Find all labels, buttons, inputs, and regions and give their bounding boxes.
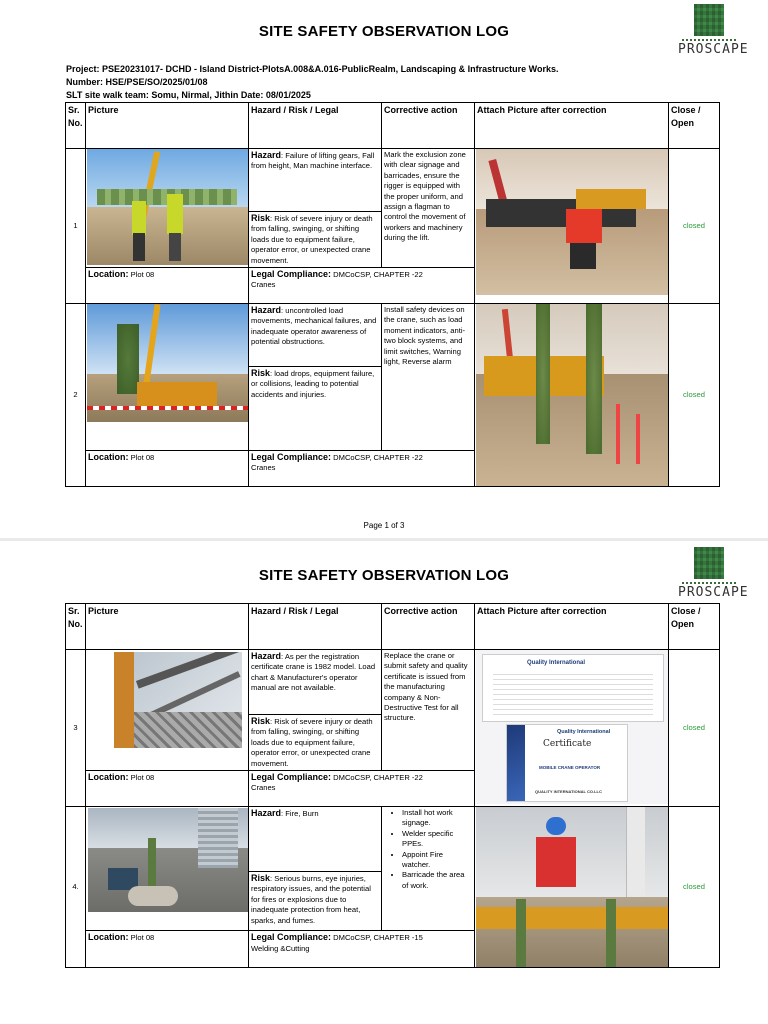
list-item: • Appoint Fire watcher.	[402, 850, 472, 871]
status-badge: closed	[669, 149, 720, 304]
certificate-document-2	[506, 724, 628, 802]
picture-cell	[86, 650, 249, 771]
legal-value: DMCoCSP, CHAPTER -22	[333, 270, 423, 280]
legal-topic: Cranes	[251, 463, 276, 473]
after-correction-photo	[476, 304, 668, 486]
corrective-action: Mark the exclusion zone with clear signage and barricades, ensure the rigger is equipped with the proper uniform, and assign a flagman to control the movement of workers and machinery during the lift.	[382, 149, 475, 268]
location-value: Plot 08	[130, 933, 155, 943]
location-cell: Location: Plot 08	[86, 450, 249, 486]
col-sr: Sr. No.	[66, 103, 86, 149]
row-sr: 1	[66, 149, 86, 304]
observation-table-1	[65, 102, 720, 487]
after-photo-cell	[475, 149, 669, 304]
row-sr: 3	[66, 650, 86, 807]
after-correction-photo	[476, 807, 668, 967]
hazard-risk-cell: Hazard: As per the registration certificate crane is 1982 model. Load chart & Manufacturer's operator manual are not available. Risk: Risk of severe injury or death from falling, swinging, or shifting loads due to equipment failure, operator error, or unexpected crane movement.	[249, 650, 382, 771]
location-value: Plot 08	[130, 773, 155, 783]
legal-value: DMCoCSP, CHAPTER -15	[333, 933, 423, 943]
observation-photo	[114, 652, 242, 748]
list-item: • Install hot work signage.	[402, 808, 472, 829]
table-row	[66, 304, 720, 451]
observation-photo	[87, 304, 248, 422]
cert-brand-1: Quality International	[527, 660, 586, 666]
location-cell: Location: Plot 08	[86, 931, 249, 968]
corrective-action: Replace the crane or submit safety and quality certificate is issued from the manufacturing company & Non-Destructive Test for all structure.	[382, 650, 475, 771]
hazard-text: As per the registration certificate crane is 1982 model. Load chart & Manufacturer's operator manual are not available.	[251, 652, 376, 693]
page-number: Page 1 of 3	[363, 521, 405, 530]
risk-text: load drops, equipment failure, or collisions, leading to potential accidents and injuries.	[251, 369, 375, 399]
location-value: Plot 08	[130, 270, 155, 280]
team-line: SLT site walk team: Somu, Nirmal, Jithin Date: 08/01/2025	[66, 90, 311, 100]
picture-cell	[86, 807, 249, 931]
col-picture: Picture	[86, 103, 249, 149]
col-hazard: Hazard / Risk / Legal	[249, 103, 382, 149]
table-header	[66, 604, 720, 650]
legal-cell: Legal Compliance: DMCoCSP, CHAPTER -22 Cranes	[249, 771, 475, 807]
hazard-risk-cell: Hazard: uncontrolled load movements, mechanical failures, and inadequate operator awareness of potential obstructions. Risk: load drops, equipment failure, or collisions, leading to potential accidents and injuries.	[249, 304, 382, 451]
cert-brand-2: Quality International	[557, 729, 611, 735]
observation-photo	[87, 149, 248, 265]
table-row	[66, 807, 720, 931]
project-line: Project: PSE20231017- DCHD - Island District-PlotsA.008&A.016-PublicRealm, Landscaping & Infrastructure Works.	[66, 64, 559, 74]
legal-value: DMCoCSP, CHAPTER -22	[333, 452, 423, 462]
risk-text: Risk of severe injury or death from falling, swinging, or shifting loads due to equipment failure, operator error, or unexpected crane movement.	[251, 214, 373, 265]
risk-text: Serious burns, eye injuries, respiratory issues, and the potential for fires or explosions due to inadequate protection from heat, sparks, and fumes.	[251, 874, 371, 925]
after-photo-cell	[475, 807, 669, 968]
after-photo-cell	[475, 304, 669, 487]
col-status: Close / Open	[669, 604, 720, 650]
page-title: SITE SAFETY OBSERVATION LOG	[258, 567, 510, 584]
status-badge: closed	[669, 304, 720, 487]
certificate-document-1	[482, 654, 664, 722]
location-cell: Location: Plot 08	[86, 771, 249, 807]
legal-cell: Legal Compliance: DMCoCSP, CHAPTER -22 Cranes	[249, 268, 475, 304]
logo-name: PROSCAPE	[678, 42, 749, 57]
col-attach: Attach Picture after correction	[475, 604, 669, 650]
corrective-action-list	[384, 808, 472, 891]
legal-cell: Legal Compliance: DMCoCSP, CHAPTER -15 Welding &Cutting	[249, 931, 475, 968]
qr-code-icon	[694, 4, 724, 36]
picture-cell	[86, 304, 249, 451]
table-row	[66, 149, 720, 268]
col-attach: Attach Picture after correction	[475, 103, 669, 149]
hazard-risk-cell: Hazard: Failure of lifting gears, Fall from height, Man machine interface. Risk: Risk of severe injury or death from falling, swinging, or shifting loads due to equipment failure, operator error, or unexpected crane movement.	[249, 149, 382, 268]
list-item: • Welder specific PPEs.	[402, 829, 472, 850]
page-2	[0, 541, 768, 1024]
cert-role: MOBILE CRANE OPERATOR	[539, 765, 601, 770]
location-value: Plot 08	[130, 452, 155, 462]
corrective-action: Install safety devices on the crane, such as load moment indicators, anti-two block systems, and limit switches, Warning light, Reverse alarm	[382, 304, 475, 451]
location-cell: Location: Plot 08	[86, 268, 249, 304]
status-badge: closed	[669, 650, 720, 807]
hazard-text: Fire, Burn	[285, 809, 319, 819]
legal-cell: Legal Compliance: DMCoCSP, CHAPTER -22 Cranes	[249, 450, 475, 486]
table-row	[66, 650, 720, 771]
company-logo	[678, 4, 749, 70]
legal-topic: Cranes	[251, 783, 276, 793]
picture-cell	[86, 149, 249, 268]
qr-code-icon	[694, 547, 724, 579]
cert-title: Certificate	[543, 739, 592, 749]
legal-topic: Cranes	[251, 280, 276, 290]
hazard-risk-cell: Hazard: Fire, Burn Risk: Serious burns, eye injuries, respiratory issues, and the potential for fires or explosions due to inadequate protection from heat, sparks, and fumes.	[249, 807, 382, 931]
legal-value: DMCoCSP, CHAPTER -22	[333, 773, 423, 783]
status-badge: closed	[669, 807, 720, 968]
number-line: Number: HSE/PSE/SO/2025/01/08	[66, 77, 208, 87]
col-action: Corrective action	[382, 103, 475, 149]
col-sr: Sr. No.	[66, 604, 86, 650]
col-status: Close / Open	[669, 103, 720, 149]
after-correction-photo	[476, 149, 668, 295]
page-title: SITE SAFETY OBSERVATION LOG	[258, 23, 510, 40]
row-sr: 2	[66, 304, 86, 487]
risk-text: Risk of severe injury or death from falling, swinging, or shifting loads due to equipment failure, operator error, or unexpected crane movement.	[251, 717, 373, 768]
observation-photo	[88, 808, 248, 912]
legal-topic: Welding &Cutting	[251, 943, 310, 953]
list-item: • Barricade the area of work.	[402, 870, 472, 891]
hazard-text: Failure of lifting gears, Fall from height, Man machine interface.	[251, 151, 375, 171]
col-hazard: Hazard / Risk / Legal	[249, 604, 382, 650]
col-action: Corrective action	[382, 604, 475, 650]
table-header	[66, 103, 720, 149]
certificate-screenshot	[476, 650, 668, 804]
after-photo-cell	[475, 650, 669, 807]
corrective-action	[382, 807, 475, 931]
row-sr: 4.	[66, 807, 86, 968]
col-picture: Picture	[86, 604, 249, 650]
logo-name: PROSCAPE	[678, 585, 749, 600]
observation-table-2	[65, 603, 720, 968]
cert-org: QUALITY INTERNATIONAL CO.LLC	[535, 789, 602, 794]
hazard-text: uncontrolled load movements, mechanical failures, and inadequate operator awareness of potential obstructions.	[251, 306, 377, 347]
